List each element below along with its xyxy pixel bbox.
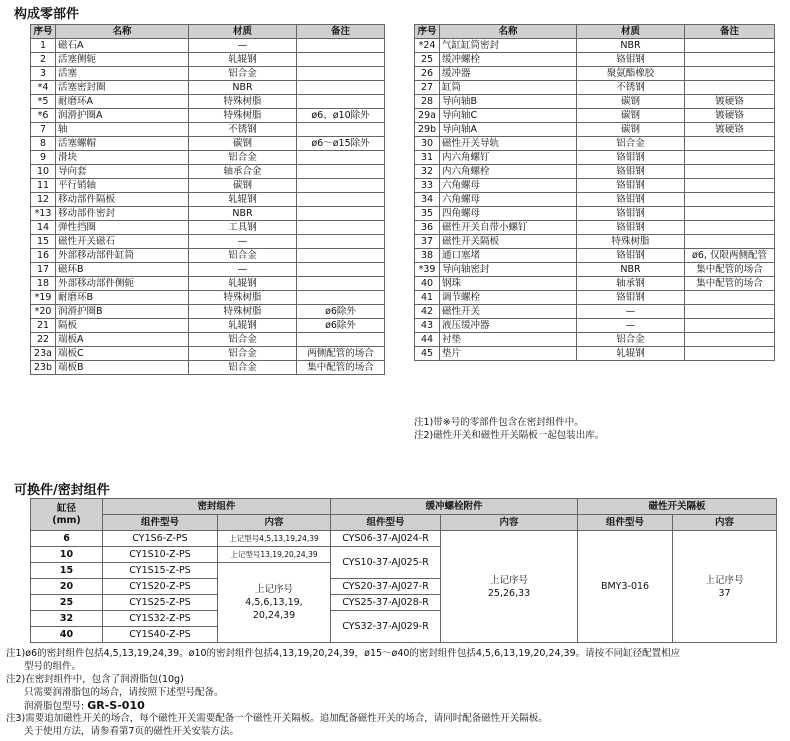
parts-row bbox=[415, 123, 775, 137]
parts-row bbox=[31, 277, 385, 291]
part-no: *13 bbox=[31, 207, 56, 221]
kit-seal-part: CY1S15-Z-PS bbox=[103, 563, 218, 579]
part-name: 内六角螺栓 bbox=[440, 165, 577, 179]
part-no: 29a bbox=[415, 109, 440, 123]
parts-row bbox=[415, 249, 775, 263]
part-note: 集中配管的场合 bbox=[297, 361, 385, 375]
kit-bore: 10 bbox=[31, 547, 103, 563]
part-material: 碳钢 bbox=[577, 123, 685, 137]
parts-row bbox=[415, 67, 775, 81]
parts-row bbox=[31, 319, 385, 333]
parts-row bbox=[31, 193, 385, 207]
kit-cushion-content: 上记序号 25,26,33 bbox=[441, 531, 578, 643]
part-material: 铬钼钢 bbox=[577, 193, 685, 207]
part-note bbox=[685, 179, 775, 193]
parts-table-right bbox=[414, 24, 775, 361]
part-name: 磁性开关隔板 bbox=[440, 235, 577, 249]
part-no: 32 bbox=[415, 165, 440, 179]
part-name: 缓冲螺栓 bbox=[440, 53, 577, 67]
part-note bbox=[297, 123, 385, 137]
part-material: 碳钢 bbox=[577, 95, 685, 109]
part-material: 特殊树脂 bbox=[577, 235, 685, 249]
kit-cushion-part: CYS25-37-AJ028-R bbox=[331, 595, 441, 611]
parts-row bbox=[415, 319, 775, 333]
kit-bore: 40 bbox=[31, 627, 103, 643]
part-name: 衬垫 bbox=[440, 333, 577, 347]
part-material: — bbox=[577, 319, 685, 333]
parts-row bbox=[415, 333, 775, 347]
part-note bbox=[297, 193, 385, 207]
part-note: ø6～ø15除外 bbox=[297, 137, 385, 151]
parts-row bbox=[415, 221, 775, 235]
part-note bbox=[685, 333, 775, 347]
part-no: 26 bbox=[415, 67, 440, 81]
part-name: 通口塞堵 bbox=[440, 249, 577, 263]
part-note bbox=[297, 151, 385, 165]
parts-row bbox=[31, 81, 385, 95]
part-no: 27 bbox=[415, 81, 440, 95]
parts-note-1: 注1)带※号的零部件包含在密封组件中。 bbox=[414, 417, 584, 428]
part-name: 六角螺母 bbox=[440, 179, 577, 193]
parts-row bbox=[415, 347, 775, 361]
kit-bore: 25 bbox=[31, 595, 103, 611]
kit-note-2: 注2)在密封组件中，包含了润滑脂包(10g) bbox=[6, 674, 184, 685]
part-no: *19 bbox=[31, 291, 56, 305]
part-material: 轴承钢 bbox=[577, 277, 685, 291]
parts-row bbox=[415, 151, 775, 165]
part-note bbox=[685, 39, 775, 53]
kit-seal-part: CY1S6-Z-PS bbox=[103, 531, 218, 547]
kit-bore: 15 bbox=[31, 563, 103, 579]
part-material: 铬钼钢 bbox=[577, 249, 685, 263]
part-note bbox=[685, 305, 775, 319]
part-material: 轧辊钢 bbox=[189, 319, 297, 333]
part-no: 33 bbox=[415, 179, 440, 193]
parts-row bbox=[415, 95, 775, 109]
part-material: 碳钢 bbox=[577, 109, 685, 123]
part-no: *39 bbox=[415, 263, 440, 277]
part-note bbox=[297, 333, 385, 347]
part-name: 导向轴密封 bbox=[440, 263, 577, 277]
part-name: 平行销轴 bbox=[56, 179, 189, 193]
parts-row bbox=[415, 235, 775, 249]
kit-header-bore: 缸径 (mm) bbox=[31, 499, 103, 531]
part-material: 工具钢 bbox=[189, 221, 297, 235]
part-no: 45 bbox=[415, 347, 440, 361]
part-note bbox=[685, 137, 775, 151]
part-material: 轴承合金 bbox=[189, 165, 297, 179]
parts-row bbox=[31, 249, 385, 263]
part-note bbox=[685, 207, 775, 221]
part-note bbox=[685, 221, 775, 235]
part-note bbox=[685, 151, 775, 165]
parts-row bbox=[31, 151, 385, 165]
part-note bbox=[685, 53, 775, 67]
part-name: 外部移动部件缸筒 bbox=[56, 249, 189, 263]
header-name: 名称 bbox=[440, 25, 577, 39]
part-no: 36 bbox=[415, 221, 440, 235]
part-note bbox=[297, 95, 385, 109]
part-name: 内六角螺钉 bbox=[440, 151, 577, 165]
parts-row bbox=[31, 39, 385, 53]
parts-row bbox=[31, 67, 385, 81]
part-note bbox=[297, 165, 385, 179]
header-material: 材质 bbox=[189, 25, 297, 39]
parts-row bbox=[415, 39, 775, 53]
part-no: *6 bbox=[31, 109, 56, 123]
part-no: 44 bbox=[415, 333, 440, 347]
part-material: NBR bbox=[189, 207, 297, 221]
part-note bbox=[685, 165, 775, 179]
part-note bbox=[297, 263, 385, 277]
part-no: 42 bbox=[415, 305, 440, 319]
part-no: 22 bbox=[31, 333, 56, 347]
part-material: 不锈钢 bbox=[189, 123, 297, 137]
grease-part-no: GR-S-010 bbox=[87, 699, 145, 712]
part-no: 7 bbox=[31, 123, 56, 137]
part-name: 液压缓冲器 bbox=[440, 319, 577, 333]
part-note: 两侧配管的场合 bbox=[297, 347, 385, 361]
part-note bbox=[685, 319, 775, 333]
parts-row bbox=[415, 165, 775, 179]
part-note bbox=[297, 207, 385, 221]
part-note bbox=[685, 347, 775, 361]
part-note: 镀硬铬 bbox=[685, 123, 775, 137]
part-material: 不锈钢 bbox=[577, 81, 685, 95]
kit-seal-part: CY1S32-Z-PS bbox=[103, 611, 218, 627]
part-note bbox=[685, 235, 775, 249]
kit-note-2b: 只需要润滑脂包的场合，请按照下述型号配备。 bbox=[24, 687, 224, 698]
part-name: 导向套 bbox=[56, 165, 189, 179]
part-name: 导向轴A bbox=[440, 123, 577, 137]
part-material: NBR bbox=[577, 39, 685, 53]
part-material: 轧辊钢 bbox=[189, 277, 297, 291]
kit-seal-content: 上记序号 4,5,6,13,19, 20,24,39 bbox=[218, 563, 331, 643]
kit-seal-content: 上记型号13,19,20,24,39 bbox=[218, 547, 331, 563]
parts-table-left bbox=[30, 24, 385, 375]
part-no: 28 bbox=[415, 95, 440, 109]
kit-header-cushion: 缓冲螺栓附件 bbox=[331, 499, 578, 515]
header-note: 备注 bbox=[685, 25, 775, 39]
kit-note-3: 注3)需要追加磁性开关的场合，每个磁性开关需要配备一个磁性开关隔板。追加配备磁性开关的场合，请同时配备磁性开关隔板。 bbox=[6, 713, 548, 724]
kit-switch-content: 上记序号 37 bbox=[673, 531, 777, 643]
part-no: 15 bbox=[31, 235, 56, 249]
part-no: 29b bbox=[415, 123, 440, 137]
part-material: 特殊树脂 bbox=[189, 305, 297, 319]
part-no: 10 bbox=[31, 165, 56, 179]
part-name: 耐磨环B bbox=[56, 291, 189, 305]
part-material: 铝合金 bbox=[189, 67, 297, 81]
kit-header-partno: 组件型号 bbox=[103, 515, 218, 531]
part-note: 集中配管的场合 bbox=[685, 277, 775, 291]
parts-row bbox=[415, 53, 775, 67]
part-no: 38 bbox=[415, 249, 440, 263]
part-name: 端板B bbox=[56, 361, 189, 375]
part-material: 铬钼钢 bbox=[577, 221, 685, 235]
part-note bbox=[685, 67, 775, 81]
parts-row bbox=[31, 95, 385, 109]
parts-note-2: 注2)磁性开关和磁性开关隔板一起包装出库。 bbox=[414, 430, 605, 441]
part-no: 35 bbox=[415, 207, 440, 221]
part-material: 铝合金 bbox=[189, 333, 297, 347]
part-material: 铬钼钢 bbox=[577, 165, 685, 179]
part-name: 润滑护圈B bbox=[56, 305, 189, 319]
kit-cushion-part: CYS32-37-AJ029-R bbox=[331, 611, 441, 643]
part-material: NBR bbox=[577, 263, 685, 277]
part-note: 集中配管的场合 bbox=[685, 263, 775, 277]
part-material: 铝合金 bbox=[577, 137, 685, 151]
part-material: 铬钼钢 bbox=[577, 207, 685, 221]
kit-header-seal: 密封组件 bbox=[103, 499, 331, 515]
part-material: 碳钢 bbox=[189, 137, 297, 151]
parts-row bbox=[415, 109, 775, 123]
part-material: — bbox=[189, 263, 297, 277]
parts-row bbox=[415, 291, 775, 305]
part-name: 磁环B bbox=[56, 263, 189, 277]
part-material: 轧辊钢 bbox=[189, 193, 297, 207]
kit-header-content: 内容 bbox=[218, 515, 331, 531]
part-name: 润滑护圈A bbox=[56, 109, 189, 123]
part-no: 40 bbox=[415, 277, 440, 291]
part-material: 铝合金 bbox=[189, 151, 297, 165]
parts-row bbox=[31, 179, 385, 193]
kit-header-switch: 磁性开关隔板 bbox=[578, 499, 777, 515]
part-material: 铝合金 bbox=[189, 347, 297, 361]
parts-row bbox=[415, 193, 775, 207]
part-material: — bbox=[189, 39, 297, 53]
part-note bbox=[297, 291, 385, 305]
part-material: 特殊树脂 bbox=[189, 109, 297, 123]
part-no: 30 bbox=[415, 137, 440, 151]
part-material: 铬钼钢 bbox=[577, 151, 685, 165]
kit-header-content: 内容 bbox=[441, 515, 578, 531]
part-name: 活塞密封圈 bbox=[56, 81, 189, 95]
part-name: 钢珠 bbox=[440, 277, 577, 291]
part-note bbox=[685, 193, 775, 207]
part-name: 移动部件隔板 bbox=[56, 193, 189, 207]
part-no: 18 bbox=[31, 277, 56, 291]
part-material: 聚氨酯橡胶 bbox=[577, 67, 685, 81]
part-name: 隔板 bbox=[56, 319, 189, 333]
part-note: ø6除外 bbox=[297, 305, 385, 319]
header-no: 序号 bbox=[31, 25, 56, 39]
kit-note-1: 注1)ø6的密封组件包括4,5,13,19,24,39。ø10的密封组件包括4,13,19,20,24,39，ø15～ø40的密封组件包括4,5,6,13,19,20,24,39。请按不同缸径配置相应 bbox=[6, 648, 681, 659]
part-no: 21 bbox=[31, 319, 56, 333]
part-no: *4 bbox=[31, 81, 56, 95]
parts-row bbox=[31, 123, 385, 137]
kit-seal-part: CY1S10-Z-PS bbox=[103, 547, 218, 563]
part-name: 移动部件密封 bbox=[56, 207, 189, 221]
part-no: 9 bbox=[31, 151, 56, 165]
header-note: 备注 bbox=[297, 25, 385, 39]
part-name: 弹性挡圈 bbox=[56, 221, 189, 235]
parts-row bbox=[31, 361, 385, 375]
part-material: 轧辊钢 bbox=[577, 347, 685, 361]
part-note: 镀硬铬 bbox=[685, 95, 775, 109]
part-name: 气缸缸筒密封 bbox=[440, 39, 577, 53]
part-name: 滑块 bbox=[56, 151, 189, 165]
part-no: 12 bbox=[31, 193, 56, 207]
parts-row bbox=[31, 207, 385, 221]
part-note bbox=[297, 277, 385, 291]
part-name: 六角螺母 bbox=[440, 193, 577, 207]
part-name: 端板A bbox=[56, 333, 189, 347]
parts-row bbox=[415, 137, 775, 151]
kit-seal-part: CY1S40-Z-PS bbox=[103, 627, 218, 643]
part-no: 17 bbox=[31, 263, 56, 277]
part-name: 磁性开关磁石 bbox=[56, 235, 189, 249]
parts-row bbox=[31, 263, 385, 277]
part-material: 轧辊钢 bbox=[189, 53, 297, 67]
part-note: ø6, 仅限两侧配管 bbox=[685, 249, 775, 263]
part-note bbox=[685, 291, 775, 305]
kit-cushion-part: CYS10-37-AJ025-R bbox=[331, 547, 441, 579]
part-no: *20 bbox=[31, 305, 56, 319]
part-no: 25 bbox=[415, 53, 440, 67]
part-material: 铬钼钢 bbox=[577, 53, 685, 67]
part-material: — bbox=[189, 235, 297, 249]
parts-row bbox=[31, 347, 385, 361]
part-note bbox=[297, 249, 385, 263]
kit-seal-part: CY1S25-Z-PS bbox=[103, 595, 218, 611]
parts-row bbox=[415, 263, 775, 277]
part-note: ø6、ø10除外 bbox=[297, 109, 385, 123]
part-note bbox=[297, 235, 385, 249]
kit-bore: 6 bbox=[31, 531, 103, 547]
part-name: 磁石A bbox=[56, 39, 189, 53]
part-name: 缸筒 bbox=[440, 81, 577, 95]
parts-row bbox=[31, 235, 385, 249]
kit-header-partno: 组件型号 bbox=[331, 515, 441, 531]
part-note bbox=[685, 81, 775, 95]
part-material: 铬钼钢 bbox=[577, 179, 685, 193]
parts-row bbox=[415, 81, 775, 95]
part-no: 3 bbox=[31, 67, 56, 81]
part-note bbox=[297, 53, 385, 67]
part-no: 16 bbox=[31, 249, 56, 263]
part-no: 43 bbox=[415, 319, 440, 333]
part-material: 铝合金 bbox=[189, 361, 297, 375]
parts-title: 构成零部件 bbox=[14, 7, 80, 22]
part-no: 37 bbox=[415, 235, 440, 249]
part-name: 垫片 bbox=[440, 347, 577, 361]
header-material: 材质 bbox=[577, 25, 685, 39]
kit-note-2c bbox=[24, 699, 145, 713]
part-note bbox=[297, 67, 385, 81]
part-no: *5 bbox=[31, 95, 56, 109]
part-name: 磁性开关自带小螺钉 bbox=[440, 221, 577, 235]
header-name: 名称 bbox=[56, 25, 189, 39]
part-material: 特殊树脂 bbox=[189, 95, 297, 109]
parts-row bbox=[31, 305, 385, 319]
part-name: 活塞侧轭 bbox=[56, 53, 189, 67]
kit-table bbox=[30, 498, 777, 643]
part-material: 铝合金 bbox=[189, 249, 297, 263]
parts-row bbox=[415, 207, 775, 221]
part-note bbox=[297, 81, 385, 95]
part-name: 外部移动部件侧轭 bbox=[56, 277, 189, 291]
part-note: ø6除外 bbox=[297, 319, 385, 333]
part-name: 磁性开关 bbox=[440, 305, 577, 319]
part-name: 轴 bbox=[56, 123, 189, 137]
part-name: 导向轴B bbox=[440, 95, 577, 109]
kit-seal-content: 上记型号4,5,13,19,24,39 bbox=[218, 531, 331, 547]
part-no: 34 bbox=[415, 193, 440, 207]
part-note: 镀硬铬 bbox=[685, 109, 775, 123]
parts-row bbox=[31, 291, 385, 305]
part-no: 8 bbox=[31, 137, 56, 151]
part-material: — bbox=[577, 305, 685, 319]
parts-row bbox=[31, 165, 385, 179]
part-note bbox=[297, 39, 385, 53]
part-material: NBR bbox=[189, 81, 297, 95]
part-no: 2 bbox=[31, 53, 56, 67]
part-material: 铬钼钢 bbox=[577, 291, 685, 305]
kit-cushion-part: CYS20-37-AJ027-R bbox=[331, 579, 441, 595]
parts-row bbox=[415, 179, 775, 193]
part-no: 23b bbox=[31, 361, 56, 375]
parts-row bbox=[31, 221, 385, 235]
parts-row bbox=[31, 333, 385, 347]
part-name: 磁性开关导轨 bbox=[440, 137, 577, 151]
parts-row bbox=[415, 305, 775, 319]
part-name: 端板C bbox=[56, 347, 189, 361]
kit-note-1b: 型号的组件。 bbox=[24, 661, 82, 672]
part-no: 23a bbox=[31, 347, 56, 361]
parts-row bbox=[31, 137, 385, 151]
part-material: 碳钢 bbox=[189, 179, 297, 193]
kit-title: 可换件/密封组件 bbox=[14, 483, 110, 498]
part-name: 调节螺栓 bbox=[440, 291, 577, 305]
part-name: 缓冲器 bbox=[440, 67, 577, 81]
grease-label: 润滑脂包型号: bbox=[24, 701, 85, 712]
kit-switch-part: BMY3-016 bbox=[578, 531, 673, 643]
kit-bore: 32 bbox=[31, 611, 103, 627]
part-note bbox=[297, 179, 385, 193]
part-no: 41 bbox=[415, 291, 440, 305]
parts-row bbox=[415, 277, 775, 291]
part-name: 四角螺母 bbox=[440, 207, 577, 221]
part-no: *24 bbox=[415, 39, 440, 53]
part-no: 31 bbox=[415, 151, 440, 165]
part-name: 活塞 bbox=[56, 67, 189, 81]
part-no: 14 bbox=[31, 221, 56, 235]
kit-header-partno: 组件型号 bbox=[578, 515, 673, 531]
part-material: 铝合金 bbox=[577, 333, 685, 347]
kit-note-3b: 关于使用方法，请参看第7页的磁性开关安装方法。 bbox=[24, 726, 240, 737]
header-no: 序号 bbox=[415, 25, 440, 39]
kit-cushion-part: CYS06-37-AJ024-R bbox=[331, 531, 441, 547]
part-name: 耐磨环A bbox=[56, 95, 189, 109]
kit-header-content: 内容 bbox=[673, 515, 777, 531]
part-name: 活塞螺帽 bbox=[56, 137, 189, 151]
part-note bbox=[297, 221, 385, 235]
kit-seal-part: CY1S20-Z-PS bbox=[103, 579, 218, 595]
part-no: 11 bbox=[31, 179, 56, 193]
parts-row bbox=[31, 53, 385, 67]
parts-row bbox=[31, 109, 385, 123]
kit-bore: 20 bbox=[31, 579, 103, 595]
part-material: 特殊树脂 bbox=[189, 291, 297, 305]
part-name: 导向轴C bbox=[440, 109, 577, 123]
part-no: 1 bbox=[31, 39, 56, 53]
